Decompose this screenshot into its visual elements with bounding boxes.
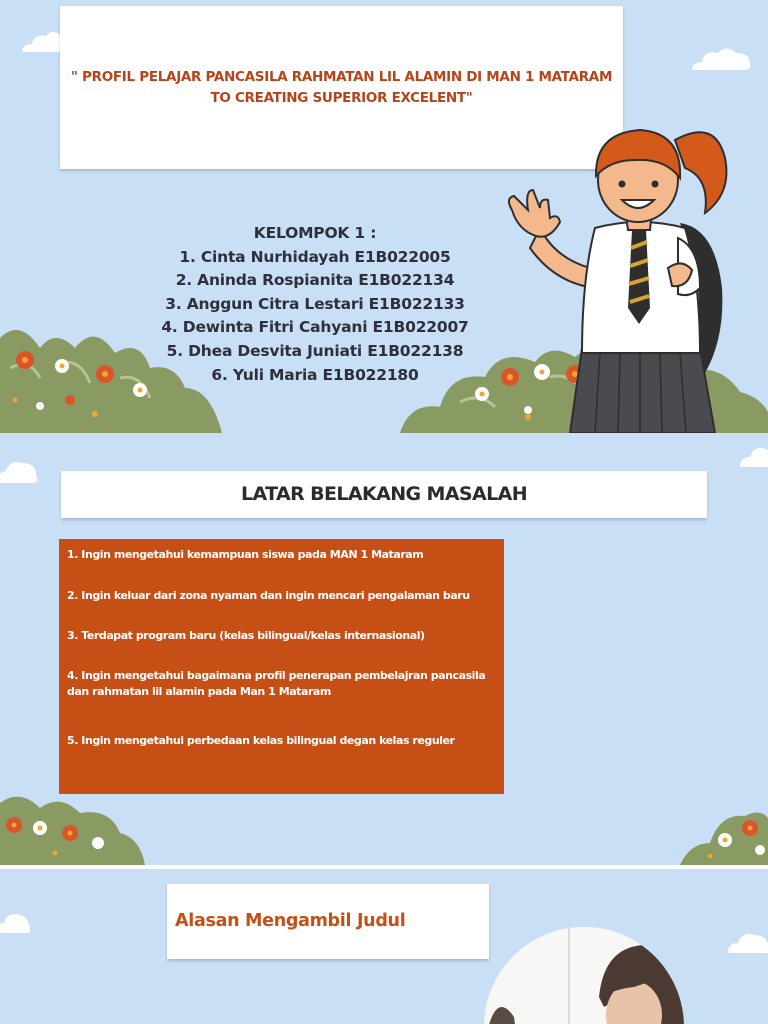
flower-bush-icon [0,308,225,433]
section-title: Alasan Mengambil Judul [175,911,406,931]
member-item: 5. Dhea Desvita Juniati E1B022138 [166,341,464,360]
list-item: 4. Ingin mengetahui bagaimana profil penerapan pembelajran pancasila dan rahmatan lil alamin pada Man 1 Mataram [67,669,486,698]
background-slide [0,433,768,865]
member-item: 4. Dewinta Fitri Cahyani E1B022007 [161,318,469,337]
cloud-icon [688,42,754,72]
section-title: LATAR BELAKANG MASALAH [240,483,528,505]
member-item: 6. Yuli Maria E1B022180 [211,365,419,384]
cloud-icon [0,909,32,935]
cloud-icon [726,927,768,955]
list-item: 1. Ingin mengetahui kemampuan siswa pada MAN 1 Mataram [67,548,424,561]
woman-photo [484,927,684,1024]
member-item: 3. Anggun Citra Lestari E1B022133 [165,294,465,313]
student-girl-illustration [500,118,750,433]
list-item: 2. Ingin keluar dari zona nyaman dan ingin mencari pengalaman baru [67,589,470,602]
cloud-icon [0,455,40,485]
list-item: 5. Ingin mengetahui perbedaan kelas bilingual degan kelas reguler [67,734,455,747]
section-heading-card [61,471,707,518]
flower-bush-icon [680,798,768,865]
problem-list-box [59,539,504,794]
cloud-icon [738,441,768,469]
member-item: 2. Aninda Rospianita E1B022134 [175,271,455,290]
flower-bush-icon [0,788,145,865]
member-item: 1. Cinta Nurhidayah E1B022005 [179,247,451,266]
list-item: 3. Terdapat program baru (kelas bilingual/kelas internasional) [67,629,425,642]
presentation-title: " PROFIL PELAJAR PANCASILA RAHMATAN LIL ALAMIN DI MAN 1 MATARAM TO CREATING SUPERIOR EXCELENT" [70,69,613,106]
reason-slide [0,869,768,1024]
section-heading-card [167,884,489,959]
title-slide [0,0,768,433]
group-heading: KELOMPOK 1 : [253,224,377,242]
